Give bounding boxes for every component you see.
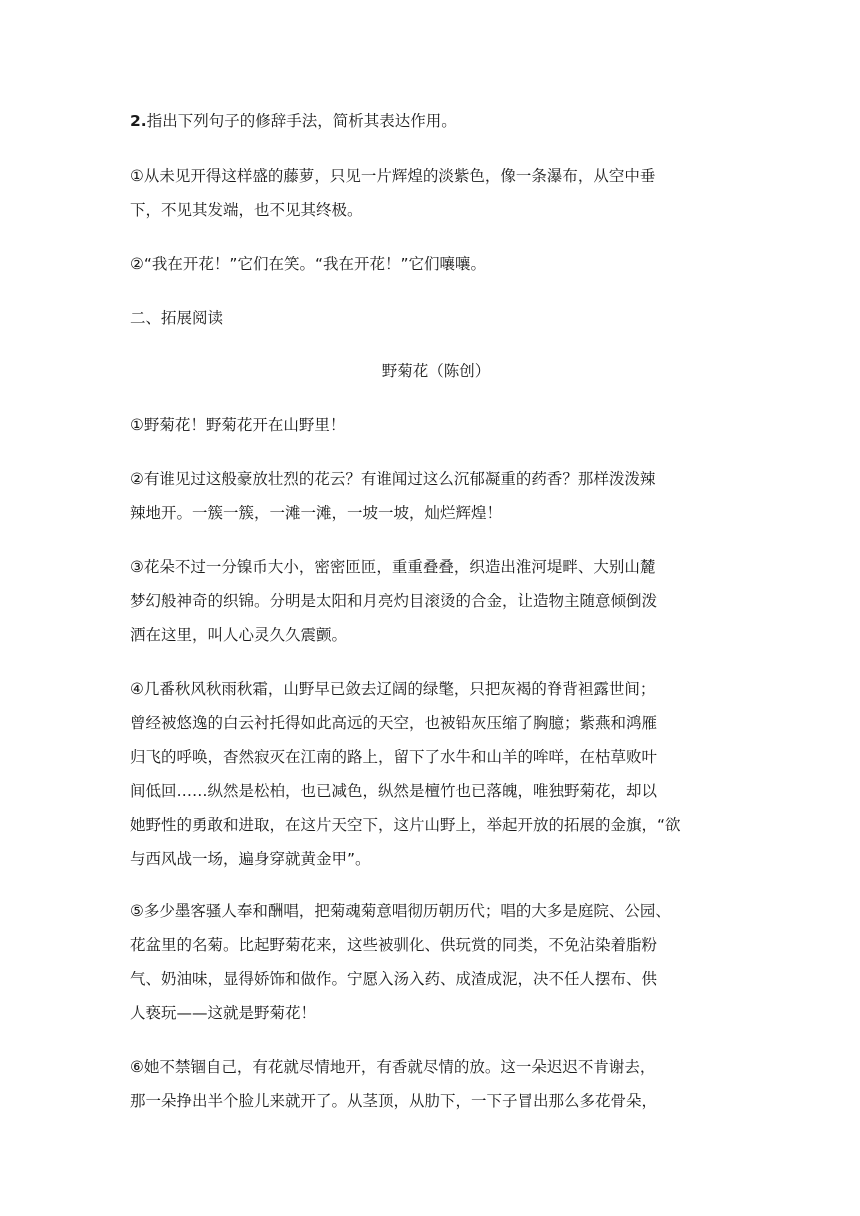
- question-number: 2.: [130, 112, 147, 130]
- sentence-1: [130, 159, 742, 227]
- paragraph-line: 辣地开。一簇一簇，一滩一滩，一坡一坡，灿烂辉煌！: [130, 504, 503, 522]
- paragraph-line: ②有谁见过这般豪放壮烈的花云？有谁闻过这么沉郁凝重的药香？那样泼泼辣: [130, 470, 656, 488]
- sentence-2: [130, 247, 742, 281]
- paragraph-3: [130, 550, 742, 652]
- section-heading: [130, 301, 742, 335]
- paragraph-line: 间低回……纵然是松柏，也已减色，纵然是檀竹也已落魄，唯独野菊花，却以: [130, 782, 658, 800]
- sentence-1-line: 下，不见其发端，也不见其终极。: [130, 201, 363, 219]
- paragraph-line: 归飞的呼唤，杳然寂灭在江南的路上，留下了水牛和山羊的哞咩，在枯草败叶: [130, 748, 658, 766]
- paragraph-5: [130, 894, 742, 1030]
- paragraph-line: 气、奶油味，显得娇饰和做作。宁愿入汤入药、成渣成泥，决不任人摆布、供: [130, 970, 658, 988]
- question-2: [130, 104, 742, 138]
- sentence-2-line: ②“我在开花！”它们在笑。“我在开花！”它们嚷嚷。: [130, 255, 487, 273]
- paragraph-line: ④几番秋风秋雨秋霜，山野早已敛去辽阔的绿氅，只把灰褐的脊背袒露世间；: [130, 680, 656, 698]
- sentence-1-line: ①从未见开得这样盛的藤萝，只见一片辉煌的淡紫色，像一条瀑布，从空中垂: [130, 167, 656, 185]
- paragraph-line: 与西风战一场，遍身穿就黄金甲”。: [130, 850, 371, 868]
- paragraph-2: [130, 462, 742, 530]
- paragraph-line: ⑤多少墨客骚人奉和酬唱，把菊魂菊意唱彻历朝历代；唱的大多是庭院、公园、: [130, 902, 671, 920]
- paragraph-line: ③花朵不过一分镍币大小，密密匝匝，重重叠叠，织造出淮河堤畔、大别山麓: [130, 558, 656, 576]
- paragraph-1: [130, 408, 742, 442]
- section-heading-text: 二、拓展阅读: [130, 309, 224, 327]
- paragraph-line: 花盆里的名菊。比起野菊花来，这些被驯化、供玩赏的同类，不免沾染着脂粉: [130, 936, 658, 954]
- paragraph-4: [130, 672, 742, 876]
- question-prompt: 指出下列句子的修辞手法，简析其表达作用。: [146, 112, 457, 130]
- paragraph-line: 她野性的勇敢和进取，在这片天空下，这片山野上，举起开放的拓展的金旗，“欲: [130, 816, 681, 834]
- paragraph-line: ⑥她不禁锢自己，有花就尽情地开，有香就尽情的放。这一朵迟迟不肯谢去，: [130, 1058, 656, 1076]
- paragraph-line: 曾经被悠逸的白云衬托得如此高远的天空，也被铅灰压缩了胸臆；紫燕和鸿雁: [130, 714, 658, 732]
- paragraph-6: [130, 1050, 742, 1118]
- paragraph-line: 那一朵挣出半个脸儿来就开了。从茎顶，从肋下，一下子冒出那么多花骨朵，: [130, 1092, 658, 1110]
- paragraph-line: 梦幻般神奇的织锦。分明是太阳和月亮灼目滚烫的合金，让造物主随意倾倒泼: [130, 592, 658, 610]
- paragraph-line: 人亵玩——这就是野菊花！: [130, 1004, 317, 1022]
- article-title: 野菊花（陈创）: [381, 362, 491, 380]
- paragraph-line: 洒在这里，叫人心灵久久震颤。: [130, 626, 348, 644]
- paragraph-line: ①野菊花！野菊花开在山野里！: [130, 416, 346, 434]
